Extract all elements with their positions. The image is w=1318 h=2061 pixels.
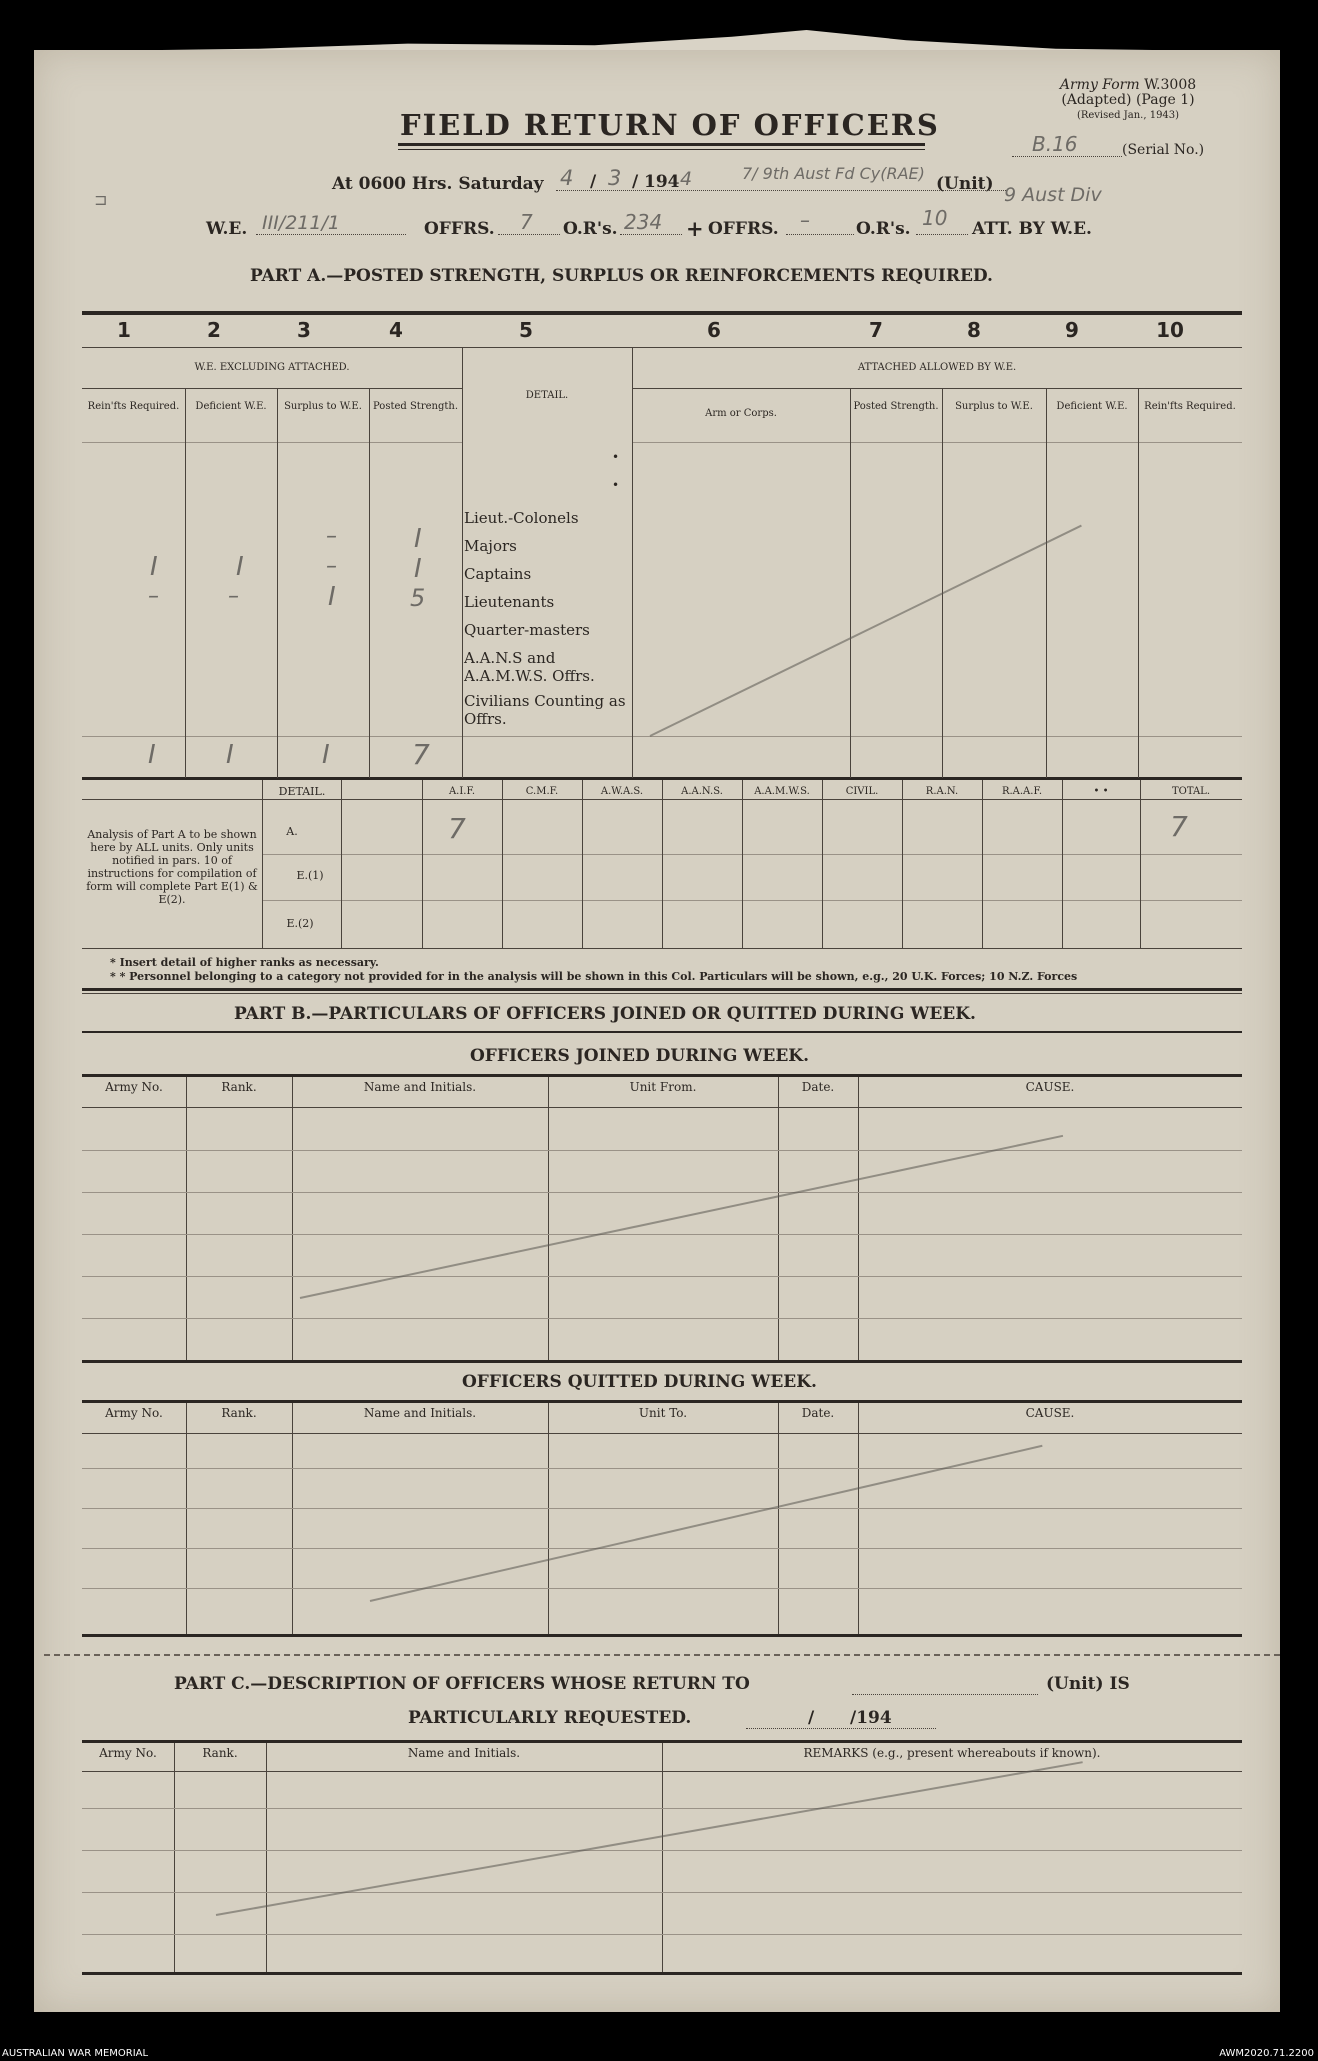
analysis-col-header: TOTAL. [1171, 786, 1211, 797]
hw-posted-lieutenants: 5 [410, 584, 426, 612]
hw-surplus-lieutenants: I [328, 582, 336, 612]
joined-table-cell[interactable] [859, 1151, 1241, 1191]
partc-table-cell[interactable] [175, 1935, 265, 1971]
quitted-table-cell[interactable] [779, 1589, 857, 1633]
quitted-table-cell[interactable] [859, 1549, 1241, 1587]
form-ref-number: W.3008 [1144, 77, 1197, 93]
offrs-value: 7 [520, 210, 533, 234]
part-c-line1: PART C.—DESCRIPTION OF OFFICERS WHOSE RETURN TO [174, 1674, 750, 1694]
joined-table-cell[interactable] [859, 1235, 1241, 1275]
quitted-table-cell[interactable] [187, 1434, 291, 1467]
column-number-1: 1 [117, 318, 131, 342]
partc-table-cell[interactable] [267, 1772, 661, 1807]
part-c-unit-label: (Unit) IS [1046, 1674, 1130, 1694]
partc-table-cell[interactable] [663, 1809, 1241, 1849]
header-reinfts: Rein'fts Required. [87, 401, 180, 412]
hw-total-a: 7 [1170, 810, 1188, 843]
partc-table-col-header: Rank. [202, 1746, 238, 1760]
partc-table-cell[interactable] [175, 1809, 265, 1849]
joined-table-cell[interactable] [83, 1319, 185, 1359]
analysis-col-header: A.A.M.W.S. [754, 786, 810, 797]
partc-table-cell[interactable] [83, 1809, 173, 1849]
hw-total-surplus: I [322, 740, 330, 770]
joined-table-col-header: Date. [801, 1080, 835, 1094]
analysis-row-e2: E.(2) [286, 917, 314, 930]
joined-table-cell[interactable] [549, 1235, 777, 1275]
offrs2-label: OFFRS. [708, 219, 779, 239]
hw-reinfts-captains: I [150, 552, 158, 582]
hw-total-posted: 7 [412, 738, 430, 771]
analysis-col-header: R.A.A.F. [1001, 786, 1043, 797]
partc-table-cell[interactable] [663, 1935, 1241, 1971]
quitted-table-cell[interactable] [83, 1549, 185, 1587]
joined-table-cell[interactable] [293, 1108, 547, 1149]
joined-table-cell[interactable] [779, 1108, 857, 1149]
att-label: ATT. BY W.E. [972, 219, 1092, 239]
date-separator: / [808, 1708, 815, 1728]
analysis-col-header: CIVIL. [845, 786, 879, 797]
joined-table-cell[interactable] [779, 1277, 857, 1317]
offrs2-field[interactable] [786, 208, 854, 238]
hw-reinfts-lieutenants: – [148, 584, 159, 609]
analysis-col-header: C.M.F. [525, 786, 559, 797]
joined-table-cell[interactable] [549, 1277, 777, 1317]
column-number-8: 8 [967, 318, 981, 342]
quitted-table-cell[interactable] [549, 1434, 777, 1467]
ors-value: 234 [624, 210, 663, 234]
quitted-table-cell[interactable] [187, 1509, 291, 1547]
partc-table-cell[interactable] [663, 1893, 1241, 1933]
joined-table-col-header: Unit From. [629, 1080, 697, 1094]
partc-table-cell[interactable] [663, 1772, 1241, 1807]
joined-table-cell[interactable] [859, 1108, 1241, 1149]
form-ref-label: Army Form [1059, 77, 1140, 93]
detail-header: DETAIL. [525, 390, 569, 401]
rank-majors: Majors [464, 537, 517, 555]
hw-deficient-lieutenants: – [228, 584, 239, 609]
year-prefix: 194 [644, 172, 680, 192]
joined-table-col-header: CAUSE. [1025, 1080, 1075, 1094]
quitted-table-cell[interactable] [83, 1509, 185, 1547]
footnote-higher-ranks: * Insert detail of higher ranks as necessary. [110, 956, 379, 969]
quitted-table-col-header: Unit To. [638, 1406, 688, 1420]
joined-table-cell[interactable] [187, 1151, 291, 1191]
date-unit-field[interactable]: 4 / 3 / 194 4 7/ 9th Aust Fd Cy(RAE) [556, 170, 996, 194]
header-att-deficient: Deficient W.E. [1056, 401, 1128, 412]
part-c-year: /194 [850, 1708, 892, 1728]
form-ref-revised: (Revised Jan., 1943) [1076, 110, 1180, 121]
quitted-table-cell[interactable] [187, 1589, 291, 1633]
date-month: 3 [608, 166, 622, 190]
serial-no-label: (Serial No.) [1122, 142, 1205, 158]
analysis-row-e1: E.(1) [296, 869, 324, 882]
joined-table-cell[interactable] [293, 1277, 547, 1317]
column-number-4: 4 [389, 318, 403, 342]
joined-table-cell[interactable] [187, 1277, 291, 1317]
rank-lieut-colonels: Lieut.-Colonels [464, 509, 579, 527]
we-label: W.E. [206, 219, 248, 239]
footer-right: AWM2020.71.2200 [1219, 2048, 1314, 2059]
ors-label: O.R's. [563, 219, 618, 239]
column-number-6: 6 [707, 318, 721, 342]
joined-table-cell[interactable] [187, 1235, 291, 1275]
joined-table-cell[interactable] [859, 1193, 1241, 1233]
quitted-table-cell[interactable] [859, 1434, 1241, 1467]
quitted-table-col-header: Army No. [105, 1406, 163, 1420]
joined-table-cell[interactable] [293, 1151, 547, 1191]
hw-surplus-captains: – [326, 554, 337, 579]
quitted-table-cell[interactable] [293, 1434, 547, 1467]
quitted-table-cell[interactable] [779, 1434, 857, 1467]
joined-table-cell[interactable] [293, 1193, 547, 1233]
joined-table-cell[interactable] [83, 1235, 185, 1275]
we-field[interactable] [256, 212, 406, 238]
quitted-table-cell[interactable] [859, 1509, 1241, 1547]
quitted-table-col-header: Date. [801, 1406, 835, 1420]
column-number-3: 3 [297, 318, 311, 342]
quitted-table-cell[interactable] [187, 1469, 291, 1507]
analysis-row-a: A. [286, 825, 298, 838]
quitted-table-cell[interactable] [293, 1469, 547, 1507]
joined-table-cell[interactable] [187, 1319, 291, 1359]
quitted-table-cell[interactable] [549, 1469, 777, 1507]
hw-deficient-captains: I [236, 552, 244, 582]
part-c-date-field[interactable] [746, 1708, 936, 1730]
joined-title: OFFICERS JOINED DURING WEEK. [470, 1046, 809, 1066]
joined-table-cell[interactable] [779, 1235, 857, 1275]
partc-table-cell[interactable] [175, 1772, 265, 1807]
page-title: FIELD RETURN OF OFFICERS [400, 108, 940, 142]
serial-no-field[interactable] [1012, 132, 1122, 158]
form-ref-adapted: (Adapted) (Page 1) [1061, 92, 1195, 108]
part-c-unit-field[interactable] [852, 1680, 1038, 1696]
column-number-9: 9 [1065, 318, 1079, 342]
offrs2-value: – [800, 208, 810, 232]
hw-surplus-majors: – [326, 524, 337, 549]
hw-total-reinfts: I [148, 740, 156, 770]
offrs-label: OFFRS. [424, 219, 495, 239]
quitted-table-cell[interactable] [549, 1549, 777, 1587]
joined-table-cell[interactable] [187, 1193, 291, 1233]
partc-table-cell[interactable] [267, 1893, 661, 1933]
serial-no-value: B.16 [1032, 132, 1078, 156]
year-suffix: 4 [680, 168, 693, 190]
joined-table-cell[interactable] [293, 1319, 547, 1359]
partc-table-cell[interactable] [83, 1772, 173, 1807]
footer-left: AUSTRALIAN WAR MEMORIAL [2, 2048, 149, 2059]
offrs-field[interactable] [498, 212, 560, 238]
ors2-field[interactable] [916, 206, 968, 238]
joined-table-cell[interactable] [83, 1151, 185, 1191]
quitted-table-cell[interactable] [859, 1589, 1241, 1633]
joined-table-cell[interactable] [779, 1151, 857, 1191]
analysis-detail-label: DETAIL. [278, 785, 326, 798]
at-time-label: At 0600 Hrs. Saturday [332, 174, 544, 194]
joined-table-cell[interactable] [779, 1319, 857, 1359]
quitted-table-cell[interactable] [779, 1509, 857, 1547]
joined-table-cell[interactable] [293, 1235, 547, 1275]
part-a-title: PART A.—POSTED STRENGTH, SURPLUS OR REINFORCEMENTS REQUIRED. [250, 266, 993, 286]
unit-label: (Unit) [936, 174, 994, 194]
rank-quartermasters: Quarter-masters [464, 621, 590, 639]
column-number-7: 7 [869, 318, 883, 342]
joined-table-cell[interactable] [83, 1108, 185, 1149]
partc-table-cell[interactable] [83, 1851, 173, 1891]
we-excluding-header: W.E. EXCLUDING ATTACHED. [194, 362, 350, 373]
quitted-table-cell[interactable] [83, 1589, 185, 1633]
tear-line [44, 1654, 1280, 1656]
ors-field[interactable] [620, 212, 682, 238]
quitted-table-cell[interactable] [293, 1509, 547, 1547]
division-value: 9 Aust Div [1004, 184, 1102, 206]
dot-marker: • [612, 450, 620, 464]
ors2-label: O.R's. [856, 219, 911, 239]
column-number-5: 5 [519, 318, 533, 342]
joined-table-cell[interactable] [83, 1277, 185, 1317]
joined-table-col-header: Name and Initials. [363, 1080, 477, 1094]
quitted-table-cell[interactable] [83, 1434, 185, 1467]
quitted-table-cell[interactable] [779, 1549, 857, 1587]
hw-posted-majors: I [414, 524, 422, 554]
column-number-10: 10 [1156, 318, 1184, 342]
partc-table-col-header: REMARKS (e.g., present whereabouts if known). [803, 1746, 1101, 1760]
quitted-table-cell[interactable] [187, 1549, 291, 1587]
joined-table-cell[interactable] [859, 1319, 1241, 1359]
analysis-col-header: A.W.A.S. [600, 786, 644, 797]
analysis-col-header: • • [1093, 786, 1109, 797]
quitted-table-cell[interactable] [779, 1469, 857, 1507]
partc-table-col-header: Army No. [99, 1746, 157, 1760]
joined-table-cell[interactable] [83, 1193, 185, 1233]
header-arm-corps: Arm or Corps. [705, 408, 777, 419]
joined-table-cell[interactable] [859, 1277, 1241, 1317]
joined-table-col-header: Rank. [221, 1080, 257, 1094]
unit-value: 7/ 9th Aust Fd Cy(RAE) [742, 164, 925, 183]
joined-table-cell[interactable] [549, 1319, 777, 1359]
footnote-categories: * * Personnel belonging to a category not provided for in the analysis will be shown in this Col. Particulars will be shown, e.g., 20 U.K. Forces; 10 N.Z. Forces [110, 970, 1078, 983]
ors2-value: 10 [922, 206, 948, 230]
quitted-table-col-header: Rank. [221, 1406, 257, 1420]
hw-total-deficient: I [226, 740, 234, 770]
partc-table-cell[interactable] [175, 1851, 265, 1891]
header-posted: Posted Strength. [372, 401, 459, 412]
header-att-surplus: Surplus to W.E. [955, 401, 1033, 412]
we-value: III/211/1 [262, 212, 340, 234]
attached-header: ATTACHED ALLOWED BY W.E. [857, 362, 1017, 373]
column-number-2: 2 [207, 318, 221, 342]
hw-posted-captains: I [414, 554, 422, 584]
form-reference [1028, 78, 1228, 123]
part-b-title: PART B.—PARTICULARS OF OFFICERS JOINED OR QUITTED DURING WEEK. [234, 1004, 976, 1024]
rank-lieutenants: Lieutenants [464, 593, 555, 611]
dot-marker: • [612, 478, 620, 492]
quitted-table-cell[interactable] [293, 1589, 547, 1633]
date-day: 4 [560, 166, 574, 190]
analysis-col-header: R.A.N. [925, 786, 959, 797]
header-surplus: Surplus to W.E. [284, 401, 362, 412]
rank-aans-aamws: A.A.N.S and A.A.M.W.S. Offrs. [464, 649, 595, 685]
quitted-table-col-header: CAUSE. [1025, 1406, 1075, 1420]
hw-aif-a: 7 [448, 812, 466, 845]
joined-table-cell[interactable] [549, 1108, 777, 1149]
joined-table-cell[interactable] [187, 1108, 291, 1149]
partc-table-cell[interactable] [663, 1851, 1241, 1891]
partc-table-cell[interactable] [83, 1893, 173, 1933]
partc-table-cell[interactable] [83, 1935, 173, 1971]
rank-captains: Captains [464, 565, 532, 583]
analysis-note: Analysis of Part A to be shown here by ALL units. Only units notified in pars. 10 of instructions for compilation of form will complete Part E(1) & E(2). [86, 828, 258, 906]
joined-table-cell[interactable] [549, 1151, 777, 1191]
header-att-reinfts: Rein'fts Required. [1144, 401, 1236, 412]
joined-table-col-header: Army No. [105, 1080, 163, 1094]
plus-sign: + [686, 216, 704, 241]
header-att-posted: Posted Strength. [853, 401, 939, 412]
header-deficient: Deficient W.E. [195, 401, 267, 412]
quitted-title: OFFICERS QUITTED DURING WEEK. [462, 1372, 817, 1392]
quitted-table-col-header: Name and Initials. [363, 1406, 477, 1420]
partc-table-cell[interactable] [267, 1809, 661, 1849]
part-c-line2: PARTICULARLY REQUESTED. [408, 1708, 692, 1728]
joined-table-cell[interactable] [779, 1193, 857, 1233]
pen-mark: ⊐ [94, 190, 108, 209]
joined-table-cell[interactable] [549, 1193, 777, 1233]
analysis-col-header: A.A.N.S. [681, 786, 723, 797]
quitted-table-cell[interactable] [549, 1589, 777, 1633]
quitted-table-cell[interactable] [83, 1469, 185, 1507]
partc-table-cell[interactable] [267, 1935, 661, 1971]
partc-table-col-header: Name and Initials. [407, 1746, 521, 1760]
rank-civilians: Civilians Counting as Offrs. [464, 692, 626, 728]
analysis-col-header: A.I.F. [448, 786, 476, 797]
